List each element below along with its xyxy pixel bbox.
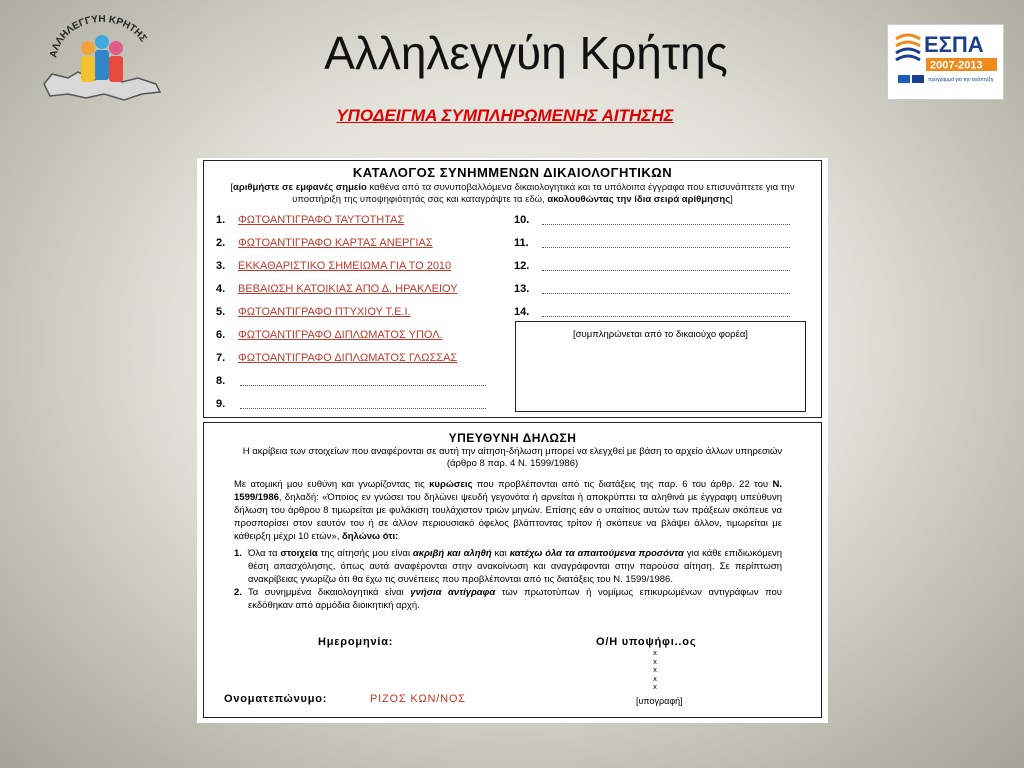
espa-years: 2007-2013 [930, 59, 983, 72]
declaration-item-2: 2. Τα συνημμένα δικαιολογητικά είναι γνήσια αντίγραφα των πρωτοτύπων ή νομίμως επικυρωμένων αντιγράφων που εκδόθηκαν από αρμόδια διοικητική αρχή. [234, 587, 782, 611]
signature-label: [υπογραφή] [636, 696, 683, 706]
agency-box [515, 321, 806, 412]
attachments-catalog-section [203, 160, 822, 418]
catalog-item-blank-line [542, 269, 790, 271]
catalog-item-5: 5. ΦΩΤΟΑΝΤΙΓΡΑΦΟ ΠΤΥΧΙΟΥ Τ.Ε.Ι. [216, 306, 411, 318]
catalog-item-2: 2. ΦΩΤΟΑΝΤΙΓΡΑΦΟ ΚΑΡΤΑΣ ΑΝΕΡΓΙΑΣ [216, 237, 433, 249]
fullname-value: ΡΙΖΟΣ ΚΩΝ/ΝΟΣ [370, 693, 466, 705]
catalog-item-4: 4. ΒΕΒΑΙΩΣΗ ΚΑΤΟΙΚΙΑΣ ΑΠΟ Δ. ΗΡΑΚΛΕΙΟΥ [216, 283, 458, 295]
catalog-item-blank-line [542, 223, 790, 225]
slide-title: Αλληλεγγύη Κρήτης [324, 27, 728, 79]
espa-brand: ΕΣΠΑ [924, 32, 984, 57]
signature-marks: x x x x x [653, 648, 657, 691]
candidate-label: Ο/Η υποψήφι..ος [596, 636, 697, 648]
declaration-item-1: 1. Όλα τα στοιχεία της αίτησής μου είναι ακριβή και αληθή και κατέχω όλα τα απαιτούμενα προσόντα για κάθε επιδιωκόμενη θέση απασχόλησης, όπως αυτά αναφέρονται στην ανακοίνωση και αναγράφονται στην παρούσα αίτηση. Σε περίπτωση ανακρίβειας γνωρίζω ότι θα έχω τις συνέπειες που προβλέπονται από τις διατάξεις του Ν. 1599/1986. [234, 548, 783, 585]
catalog-item-3: 3. ΕΚΚΑΘΑΡΙΣΤΙΚΟ ΣΗΜΕΙΩΜΑ ΓΙΑ ΤΟ 2010 [216, 260, 452, 272]
slide-subtitle: ΥΠΟΔΕΙΓΜΑ ΣΥΜΠΛΗΡΩΜΕΝΗΣ ΑΙΤΗΣΗΣ [336, 106, 674, 125]
catalog-item-blank-line [542, 292, 790, 294]
catalog-item-1: 1. ΦΩΤΟΑΝΤΙΓΡΑΦΟ ΤΑΥΤΟΤΗΤΑΣ [216, 214, 405, 226]
catalog-item-blank-line [542, 315, 790, 317]
responsible-declaration-section [203, 422, 822, 718]
application-form-document [197, 158, 828, 723]
date-label: Ημερομηνία: [318, 636, 394, 648]
greek-flag-icon [898, 75, 910, 83]
espa-logo [887, 24, 1004, 100]
catalog-heading: ΚΑΤΑΛΟΓΟΣ ΣΥΝΗΜΜΕΝΩΝ ΔΙΚΑΙΟΛΟΓΗΤΙΚΩΝ [352, 165, 673, 180]
catalog-item-12: 12. [514, 260, 530, 272]
fullname-label: Ονοματεπώνυμο: [224, 693, 328, 705]
catalog-item-13: 13. [514, 283, 530, 295]
declaration-paragraph: Με ατομική μου ευθύνη και γνωρίζοντας τις κυρώσεις που προβλέπονται από τις διατάξεις της παρ. 6 του άρθρ. 22 του Ν. 1599/1986, δηλαδή: «Όποιος εν γνώσει του δηλώνει ψευδή γεγονότα ή αρνείται ή αποκρύπτει τα αληθινά με έγγραφη υπεύθυνη δήλωση του άρθρου 8 τιμωρείται με φυλάκιση τουλάχιστον τριών μηνών. Επίσης εάν ο υπαίτιος αυτών των πράξεων σκόπευε να προσπορίσει στον εαυτόν του ή σε άλλον περιουσιακό όφελος βλάπτοντας τρίτον ή σκόπευε να βλάψει άλλον, τιμωρείται με κάθειρξη μέχρι 10 ετών», δηλώνω ότι: [234, 479, 782, 542]
logo-arc-text: ΑΛΛΗΛΕΓΓΥΗ ΚΡΗΤΗΣ [48, 14, 149, 59]
catalog-item-10: 10. [514, 214, 530, 226]
catalog-item-blank-line [240, 384, 486, 386]
catalog-item-6: 6. ΦΩΤΟΑΝΤΙΓΡΑΦΟ ΔΙΠΛΩΜΑΤΟΣ ΥΠΟΛ. [216, 329, 443, 341]
catalog-item-blank-line [240, 407, 486, 409]
agency-box-note: [συμπληρώνεται από το δικαιούχο φορέα] [573, 329, 748, 340]
catalog-intro: [αριθμήστε σε εμφανές σημείο καθένα από τα συνυποβαλλόμενα δικαιολογητικά και τα υπόλοιπα έγγραφα που επισυνάπτετε για την υποστήριξη της υποψηφιότητάς σας και καταγράψτε τα εδώ, ακολουθώντας την ίδια σειρά αρίθμησης] [230, 182, 795, 205]
declaration-note: Η ακρίβεια των στοιχείων που αναφέρονται σε αυτή την αίτηση-δήλωση μπορεί να ελεγχθεί με βάση το αρχείο άλλων υπηρεσιών (άρθρο 8 παρ. 4 Ν. 1599/1986) [242, 446, 783, 469]
catalog-item-11: 11. [514, 237, 529, 249]
catalog-item-blank-line [542, 246, 790, 248]
catalog-item-14: 14. [514, 306, 530, 318]
espa-logo-icon [888, 25, 1003, 99]
catalog-item-9: 9. [216, 398, 226, 410]
eu-flag-icon [912, 75, 924, 83]
catalog-item-7: 7. ΦΩΤΟΑΝΤΙΓΡΑΦΟ ΔΙΠΛΩΜΑΤΟΣ ΓΛΩΣΣΑΣ [216, 352, 458, 364]
declaration-heading: ΥΠΕΥΘΥΝΗ ΔΗΛΩΣΗ [448, 431, 577, 445]
catalog-item-8: 8. [216, 375, 226, 387]
espa-tagline: πρόγραμμα για την ανάπτυξη [928, 77, 994, 83]
